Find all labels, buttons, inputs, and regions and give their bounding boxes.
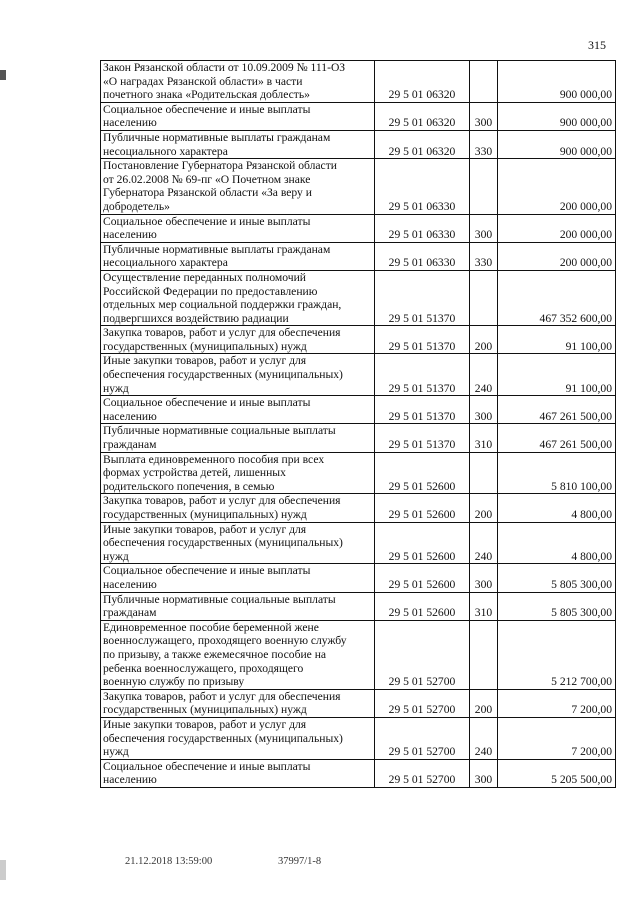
- row-name-cell: Социальное обеспечение и иные выплаты населению: [101, 396, 375, 424]
- row-amount-cell: 91 100,00: [498, 326, 616, 354]
- row-name-cell: Иные закупки товаров, работ и услуг для обеспечения государственных (муниципальных) нужд: [101, 354, 375, 396]
- row-name-cell: Социальное обеспечение и иные выплаты населению: [101, 102, 375, 130]
- table-row: [101, 102, 616, 130]
- row-amount-cell: 467 261 500,00: [498, 424, 616, 452]
- row-amount-cell: 4 800,00: [498, 494, 616, 522]
- row-code-cell: 29 5 01 52600: [375, 452, 470, 494]
- row-amount-cell: 467 352 600,00: [498, 270, 616, 325]
- row-code-cell: 29 5 01 51370: [375, 270, 470, 325]
- row-code-cell: 29 5 01 52600: [375, 494, 470, 522]
- row-name-cell: Единовременное пособие беременной жене военнослужащего, проходящего военную службу по призыву, а также ежемесячное пособие на ребенка военнослужащего, проходящего военную службу по призыву: [101, 620, 375, 689]
- footer-timestamp: 21.12.2018 13:59:00: [125, 856, 213, 867]
- row-amount-cell: 900 000,00: [498, 130, 616, 158]
- row-type-cell: 310: [470, 424, 498, 452]
- row-name-cell: Публичные нормативные выплаты гражданам несоциального характера: [101, 242, 375, 270]
- row-name-cell: Закон Рязанской области от 10.09.2009 № 111-ОЗ «О наградах Рязанской области» в части почетного знака «Родительская доблесть»: [101, 61, 375, 103]
- row-code-cell: 29 5 01 52700: [375, 689, 470, 717]
- row-amount-cell: 200 000,00: [498, 242, 616, 270]
- row-amount-cell: 5 805 300,00: [498, 592, 616, 620]
- row-code-cell: 29 5 01 51370: [375, 396, 470, 424]
- table-row: [101, 354, 616, 396]
- table-row: [101, 452, 616, 494]
- row-type-cell: [470, 159, 498, 214]
- row-code-cell: 29 5 01 51370: [375, 326, 470, 354]
- row-code-cell: 29 5 01 06320: [375, 102, 470, 130]
- row-code-cell: 29 5 01 52700: [375, 620, 470, 689]
- row-type-cell: 300: [470, 102, 498, 130]
- table-row: [101, 159, 616, 214]
- row-type-cell: [470, 270, 498, 325]
- row-code-cell: 29 5 01 06320: [375, 130, 470, 158]
- table-row: [101, 494, 616, 522]
- scan-edge-mark: [0, 70, 6, 80]
- row-amount-cell: 5 212 700,00: [498, 620, 616, 689]
- row-name-cell: Социальное обеспечение и иные выплаты населению: [101, 759, 375, 787]
- table-row: [101, 61, 616, 103]
- table-row: [101, 592, 616, 620]
- row-type-cell: [470, 452, 498, 494]
- row-amount-cell: 200 000,00: [498, 159, 616, 214]
- row-name-cell: Социальное обеспечение и иные выплаты населению: [101, 214, 375, 242]
- row-type-cell: 330: [470, 242, 498, 270]
- row-type-cell: 310: [470, 592, 498, 620]
- row-amount-cell: 900 000,00: [498, 61, 616, 103]
- row-name-cell: Публичные нормативные социальные выплаты гражданам: [101, 424, 375, 452]
- row-code-cell: 29 5 01 52700: [375, 717, 470, 759]
- row-type-cell: 300: [470, 214, 498, 242]
- row-amount-cell: 5 805 300,00: [498, 564, 616, 592]
- row-type-cell: [470, 620, 498, 689]
- table-row: [101, 214, 616, 242]
- row-type-cell: 240: [470, 522, 498, 564]
- row-name-cell: Публичные нормативные социальные выплаты гражданам: [101, 592, 375, 620]
- row-code-cell: 29 5 01 51370: [375, 354, 470, 396]
- table-row: [101, 270, 616, 325]
- table-row: [101, 564, 616, 592]
- budget-table: [100, 60, 616, 788]
- row-amount-cell: 7 200,00: [498, 689, 616, 717]
- table-row: [101, 717, 616, 759]
- row-code-cell: 29 5 01 52600: [375, 564, 470, 592]
- row-type-cell: [470, 61, 498, 103]
- table-row: [101, 689, 616, 717]
- row-code-cell: 29 5 01 52700: [375, 759, 470, 787]
- row-amount-cell: 91 100,00: [498, 354, 616, 396]
- row-amount-cell: 467 261 500,00: [498, 396, 616, 424]
- row-amount-cell: 7 200,00: [498, 717, 616, 759]
- row-code-cell: 29 5 01 52600: [375, 522, 470, 564]
- row-amount-cell: 5 205 500,00: [498, 759, 616, 787]
- table-row: [101, 620, 616, 689]
- row-amount-cell: 200 000,00: [498, 214, 616, 242]
- row-type-cell: 300: [470, 759, 498, 787]
- table-row: [101, 242, 616, 270]
- row-name-cell: Закупка товаров, работ и услуг для обеспечения государственных (муниципальных) нужд: [101, 494, 375, 522]
- row-name-cell: Закупка товаров, работ и услуг для обеспечения государственных (муниципальных) нужд: [101, 689, 375, 717]
- row-amount-cell: 5 810 100,00: [498, 452, 616, 494]
- row-code-cell: 29 5 01 06330: [375, 159, 470, 214]
- footer-document-number: 37997/1-8: [278, 856, 322, 867]
- row-type-cell: 200: [470, 689, 498, 717]
- table-row: [101, 130, 616, 158]
- row-name-cell: Иные закупки товаров, работ и услуг для обеспечения государственных (муниципальных) нужд: [101, 717, 375, 759]
- row-name-cell: Выплата единовременного пособия при всех формах устройства детей, лишенных родительского попечения, в семью: [101, 452, 375, 494]
- table-row: [101, 326, 616, 354]
- row-code-cell: 29 5 01 06330: [375, 214, 470, 242]
- row-type-cell: 200: [470, 494, 498, 522]
- row-code-cell: 29 5 01 06320: [375, 61, 470, 103]
- table-row: [101, 396, 616, 424]
- row-code-cell: 29 5 01 52600: [375, 592, 470, 620]
- table-row: [101, 759, 616, 787]
- row-name-cell: Социальное обеспечение и иные выплаты населению: [101, 564, 375, 592]
- row-type-cell: 300: [470, 564, 498, 592]
- row-type-cell: 240: [470, 717, 498, 759]
- scan-edge-mark: [0, 860, 6, 880]
- row-type-cell: 330: [470, 130, 498, 158]
- page-number: 315: [588, 38, 606, 52]
- row-code-cell: 29 5 01 06330: [375, 242, 470, 270]
- row-amount-cell: 900 000,00: [498, 102, 616, 130]
- row-name-cell: Постановление Губернатора Рязанской области от 26.02.2008 № 69-пг «О Почетном знаке Губернатора Рязанской области «За веру и добродетель»: [101, 159, 375, 214]
- table-row: [101, 424, 616, 452]
- row-name-cell: Закупка товаров, работ и услуг для обеспечения государственных (муниципальных) нужд: [101, 326, 375, 354]
- row-amount-cell: 4 800,00: [498, 522, 616, 564]
- row-name-cell: Иные закупки товаров, работ и услуг для обеспечения государственных (муниципальных) нужд: [101, 522, 375, 564]
- table-row: [101, 522, 616, 564]
- row-name-cell: Осуществление переданных полномочий Российской Федерации по предоставлению отдельных мер социальной поддержки граждан, подвергшихся воздействию радиации: [101, 270, 375, 325]
- row-name-cell: Публичные нормативные выплаты гражданам несоциального характера: [101, 130, 375, 158]
- row-type-cell: 240: [470, 354, 498, 396]
- row-code-cell: 29 5 01 51370: [375, 424, 470, 452]
- row-type-cell: 200: [470, 326, 498, 354]
- row-type-cell: 300: [470, 396, 498, 424]
